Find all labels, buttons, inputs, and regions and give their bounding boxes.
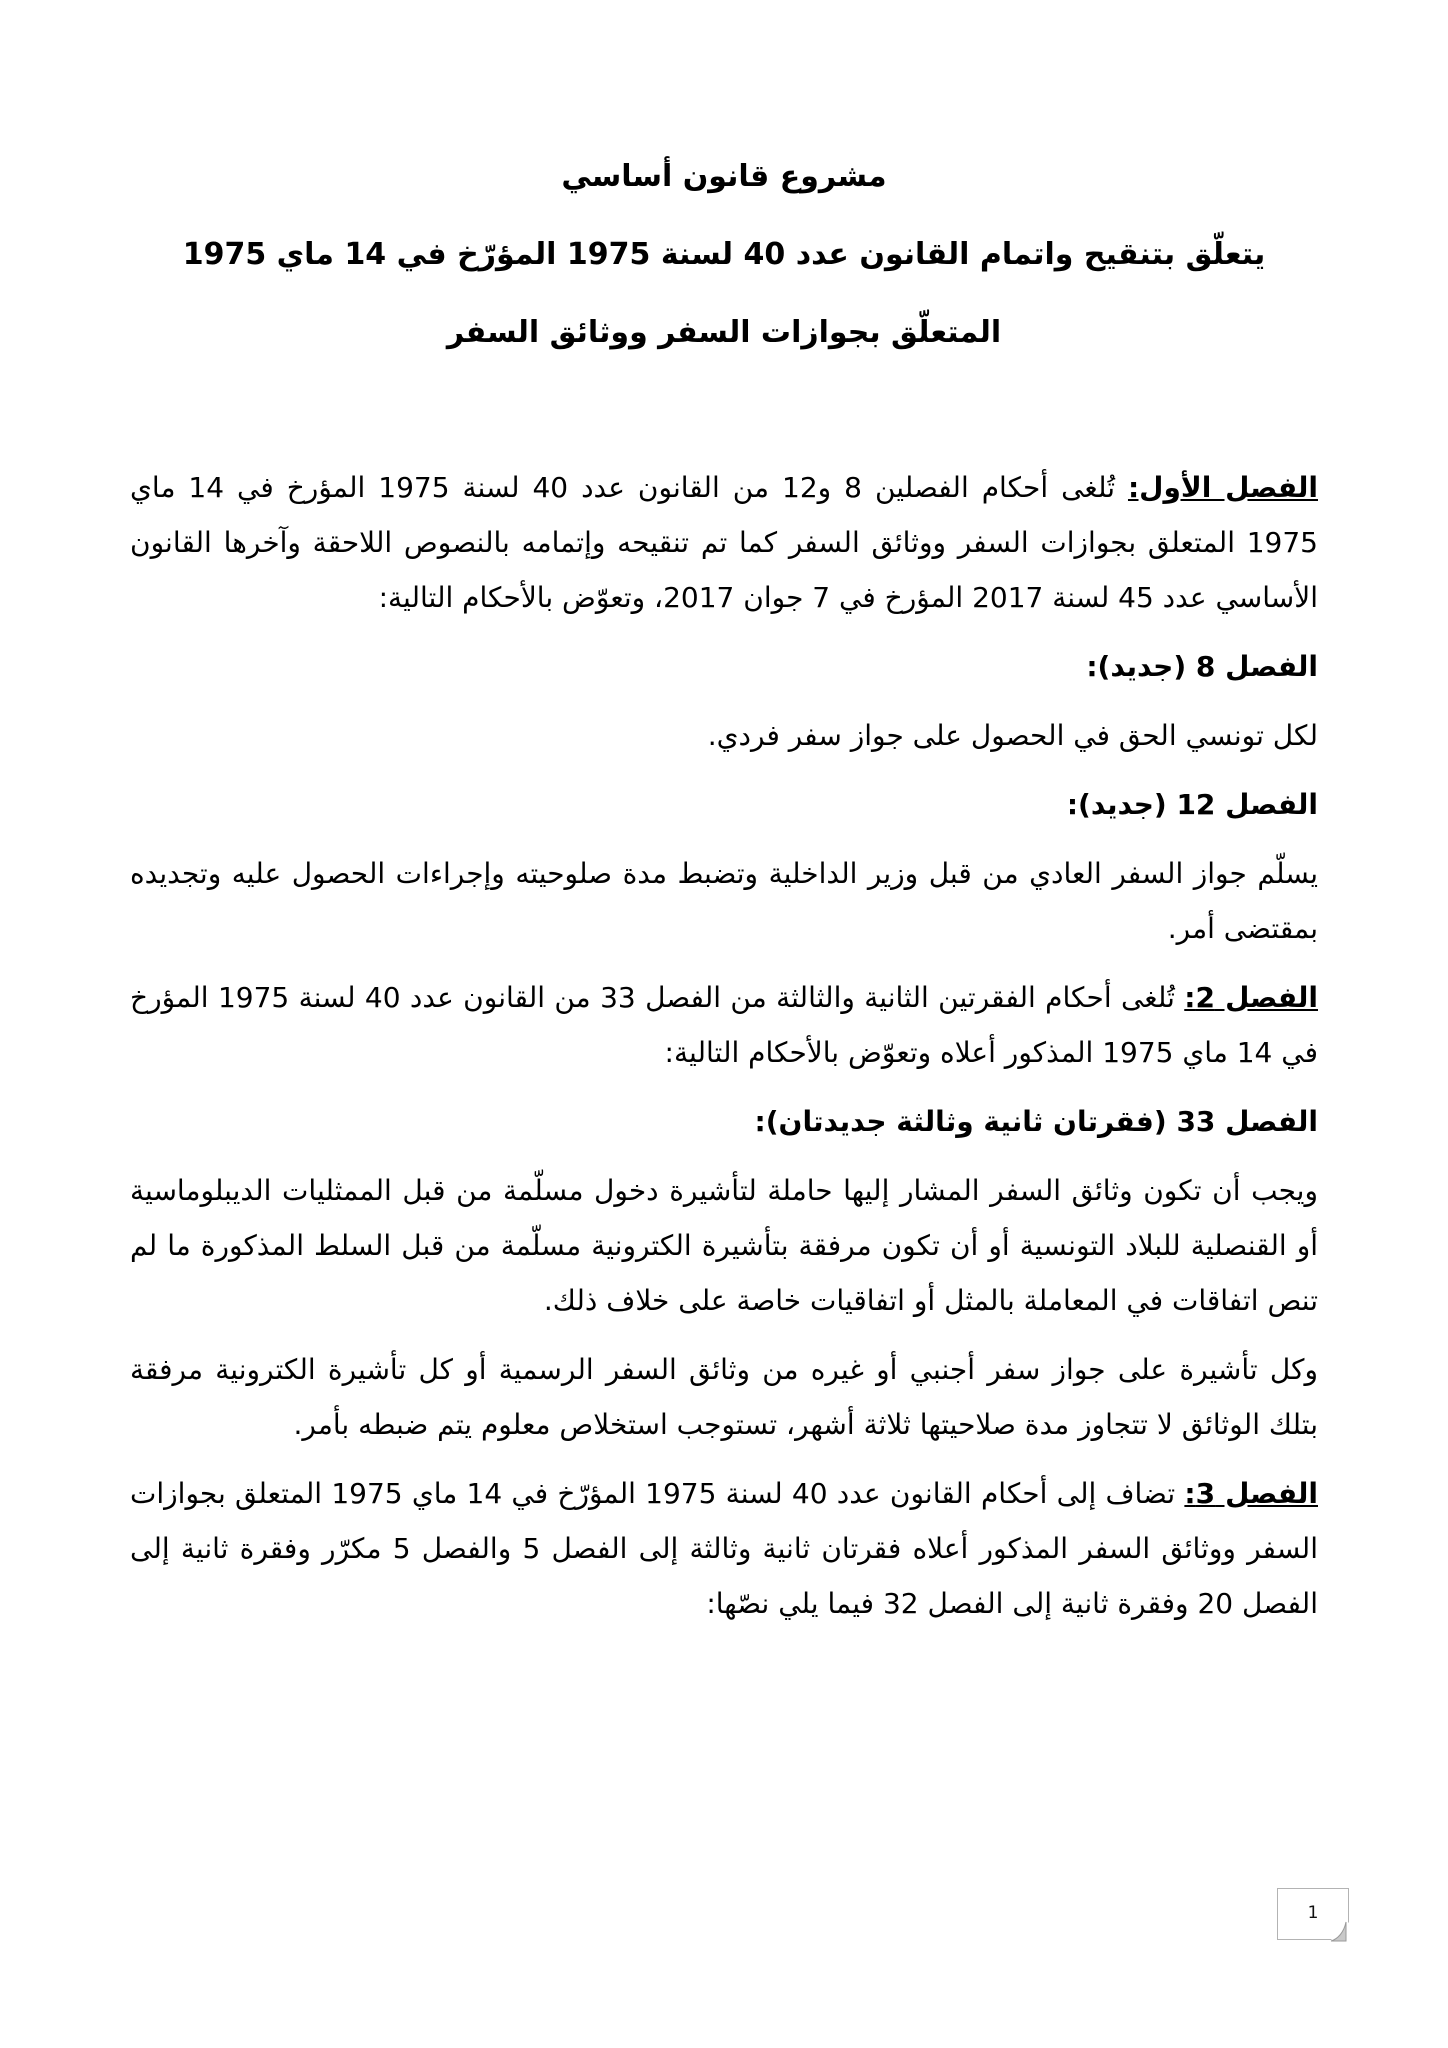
paragraph: وكل تأشيرة على جواز سفر أجنبي أو غيره من وثائق السفر الرسمية أو كل تأشيرة الكترونية مرفقة بتلك الوثائق لا تتجاوز مدة صلاحيتها ثلاثة أشهر، تستوجب استخلاص معلوم يتم ضبطه بأمر. bbox=[130, 1353, 1318, 1441]
section-heading: الفصل 12 (جديد): bbox=[1066, 788, 1318, 821]
document-title-line-2: يتعلّق بتنقيح واتمام القانون عدد 40 لسنة 1975 المؤرّخ في 14 ماي 1975 bbox=[182, 237, 1266, 272]
paragraph: لكل تونسي الحق في الحصول على جواز سفر فردي. bbox=[707, 719, 1318, 752]
paragraph: الفصل 3: تضاف إلى أحكام القانون عدد 40 لسنة 1975 المؤرّخ في 14 ماي 1975 المتعلق بجوازات السفر ووثائق السفر المذكور أعلاه فقرتان ثانية وثالثة إلى الفصل 5 والفصل 5 مكرّر وفقرة ثانية إلى الفصل 20 وفقرة ثانية إلى الفصل 32 فيما يلي نصّها: bbox=[130, 1477, 1318, 1620]
section-heading: الفصل 8 (جديد): bbox=[1086, 650, 1318, 683]
document-title-line-1: مشروع قانون أساسي bbox=[561, 159, 887, 194]
paragraph: الفصل 2: تُلغى أحكام الفقرتين الثانية والثالثة من الفصل 33 من القانون عدد 40 لسنة 1975 المؤرخ في 14 ماي 1975 المذكور أعلاه وتعوّض بالأحكام التالية: bbox=[130, 981, 1318, 1069]
page-number-box bbox=[1277, 1888, 1349, 1940]
document-title-line-3: المتعلّق بجوازات السفر ووثائق السفر bbox=[446, 315, 1002, 350]
article-lead: الفصل الأول: bbox=[1127, 471, 1318, 504]
document-body bbox=[130, 460, 1318, 1631]
page-corner-fold-icon bbox=[1321, 1913, 1351, 1943]
paragraph: ويجب أن تكون وثائق السفر المشار إليها حاملة لتأشيرة دخول مسلّمة من قبل الممثليات الديبلوماسية أو القنصلية للبلاد التونسية أو أن تكون مرفقة بتأشيرة الكترونية مسلّمة من قبل السلط المذكورة ما لم تنص اتفاقات في المعاملة بالمثل أو اتفاقيات خاصة على خلاف ذلك. bbox=[130, 1174, 1318, 1317]
article-lead: الفصل 2: bbox=[1184, 981, 1318, 1014]
paragraph: يسلّم جواز السفر العادي من قبل وزير الداخلية وتضبط مدة صلوحيته وإجراءات الحصول عليه وتجديده بمقتضى أمر. bbox=[130, 857, 1318, 945]
article-lead: الفصل 3: bbox=[1184, 1477, 1318, 1510]
page-number: 1 bbox=[1307, 1903, 1319, 1923]
paragraph: الفصل الأول: تُلغى أحكام الفصلين 8 و12 من القانون عدد 40 لسنة 1975 المؤرخ في 14 ماي 1975 المتعلق بجوازات السفر ووثائق السفر كما تم تنقيحه وإتمامه بالنصوص اللاحقة وآخرها القانون الأساسي عدد 45 لسنة 2017 المؤرخ في 7 جوان 2017، وتعوّض بالأحكام التالية: bbox=[130, 471, 1318, 614]
document-title-block bbox=[130, 138, 1318, 372]
section-heading: الفصل 33 (فقرتان ثانية وثالثة جديدتان): bbox=[754, 1105, 1318, 1138]
